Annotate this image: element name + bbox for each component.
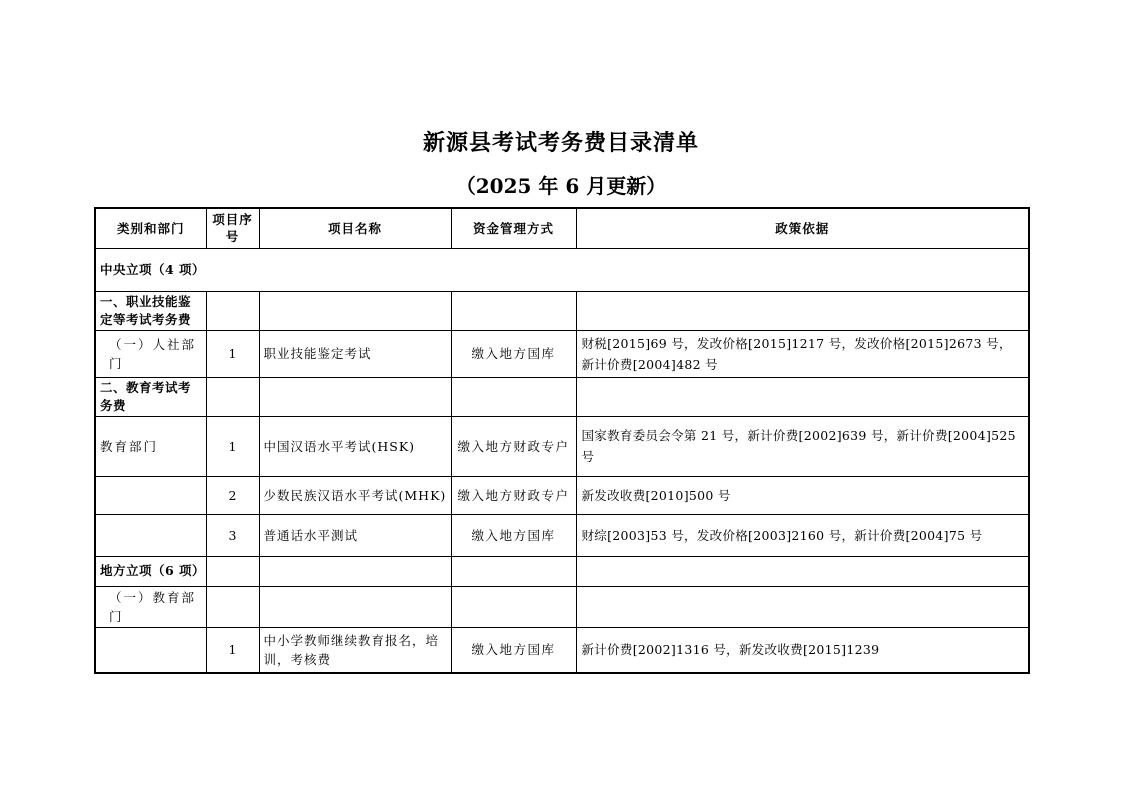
empty-cell: [451, 377, 576, 416]
empty-cell: [206, 556, 259, 586]
item-row: [95, 627, 1029, 673]
empty-cell: [576, 291, 1029, 330]
empty-cell: [451, 556, 576, 586]
cell-policy-basis: 新发改收费[2010]500 号: [576, 476, 1029, 514]
cell-policy-basis: 国家教育委员会令第 21 号，新计价费[2002]639 号，新计价费[2004]525 号: [576, 416, 1029, 476]
cell-policy-basis: 财综[2003]53 号，发改价格[2003]2160 号，新计价费[2004]75 号: [576, 514, 1029, 556]
empty-cell: [576, 556, 1029, 586]
document-subtitle: （2025 年 6 月更新）: [455, 174, 667, 198]
empty-cell: [576, 586, 1029, 627]
cell-fund-method: 缴入地方国库: [451, 514, 576, 556]
col-header-fund-method: 资金管理方式: [451, 208, 576, 248]
empty-cell: [206, 586, 259, 627]
empty-cell: [95, 476, 206, 514]
empty-cell: [576, 377, 1029, 416]
cell-policy-basis: 新计价费[2002]1316 号，新发改收费[2015]1239: [576, 627, 1029, 673]
header-row: [95, 208, 1029, 248]
cell-policy-basis: 财税[2015]69 号，发改价格[2015]1217 号，发改价格[2015]2673 号，新计价费[2004]482 号: [576, 330, 1029, 377]
empty-cell: [95, 627, 206, 673]
cell-project-name: 中小学教师继续教育报名，培训，考核费: [259, 627, 451, 673]
empty-cell: [259, 377, 451, 416]
cell-project-name: 少数民族汉语水平考试(MHK): [259, 476, 451, 514]
cell-serial-no: 1: [206, 330, 259, 377]
table-header: [95, 208, 1029, 248]
empty-cell: [259, 586, 451, 627]
cell-serial-no: 1: [206, 627, 259, 673]
section-label: 二、教育考试考务费: [95, 377, 206, 416]
cell-project-name: 中国汉语水平考试(HSK): [259, 416, 451, 476]
section-label: 一、职业技能鉴定等考试考务费: [95, 291, 206, 330]
col-header-serial-no: 项目序号: [206, 208, 259, 248]
document-title: 新源县考试考务费目录清单: [422, 130, 699, 156]
section-label: 地方立项（6 项）: [95, 556, 206, 586]
item-row: [95, 476, 1029, 514]
empty-cell: [95, 514, 206, 556]
cell-category-dept: （一）教育部门: [95, 586, 206, 627]
empty-cell: [451, 586, 576, 627]
item-row: [95, 330, 1029, 377]
item-row: [95, 586, 1029, 627]
cell-project-name: 职业技能鉴定考试: [259, 330, 451, 377]
cell-fund-method: 缴入地方财政专户: [451, 476, 576, 514]
col-header-policy-basis: 政策依据: [576, 208, 1029, 248]
section-label: 中央立项（4 项）: [95, 248, 1029, 291]
cell-category-dept: 教育部门: [95, 416, 206, 476]
empty-cell: [259, 291, 451, 330]
cell-fund-method: 缴入地方国库: [451, 627, 576, 673]
cell-fund-method: 缴入地方国库: [451, 330, 576, 377]
col-header-category-dept: 类别和部门: [95, 208, 206, 248]
empty-cell: [206, 377, 259, 416]
cell-project-name: 普通话水平测试: [259, 514, 451, 556]
cell-category-dept: （一）人社部门: [95, 330, 206, 377]
cell-serial-no: 2: [206, 476, 259, 514]
cell-serial-no: 1: [206, 416, 259, 476]
section-row: [95, 556, 1029, 586]
section-row: [95, 248, 1029, 291]
empty-cell: [206, 291, 259, 330]
empty-cell: [259, 556, 451, 586]
section-row: [95, 377, 1029, 416]
section-row: [95, 291, 1029, 330]
item-row: [95, 514, 1029, 556]
fee-catalog-table: [94, 207, 1030, 674]
col-header-project-name: 项目名称: [259, 208, 451, 248]
item-row: [95, 416, 1029, 476]
table-body: [95, 248, 1029, 673]
cell-fund-method: 缴入地方财政专户: [451, 416, 576, 476]
cell-serial-no: 3: [206, 514, 259, 556]
empty-cell: [451, 291, 576, 330]
